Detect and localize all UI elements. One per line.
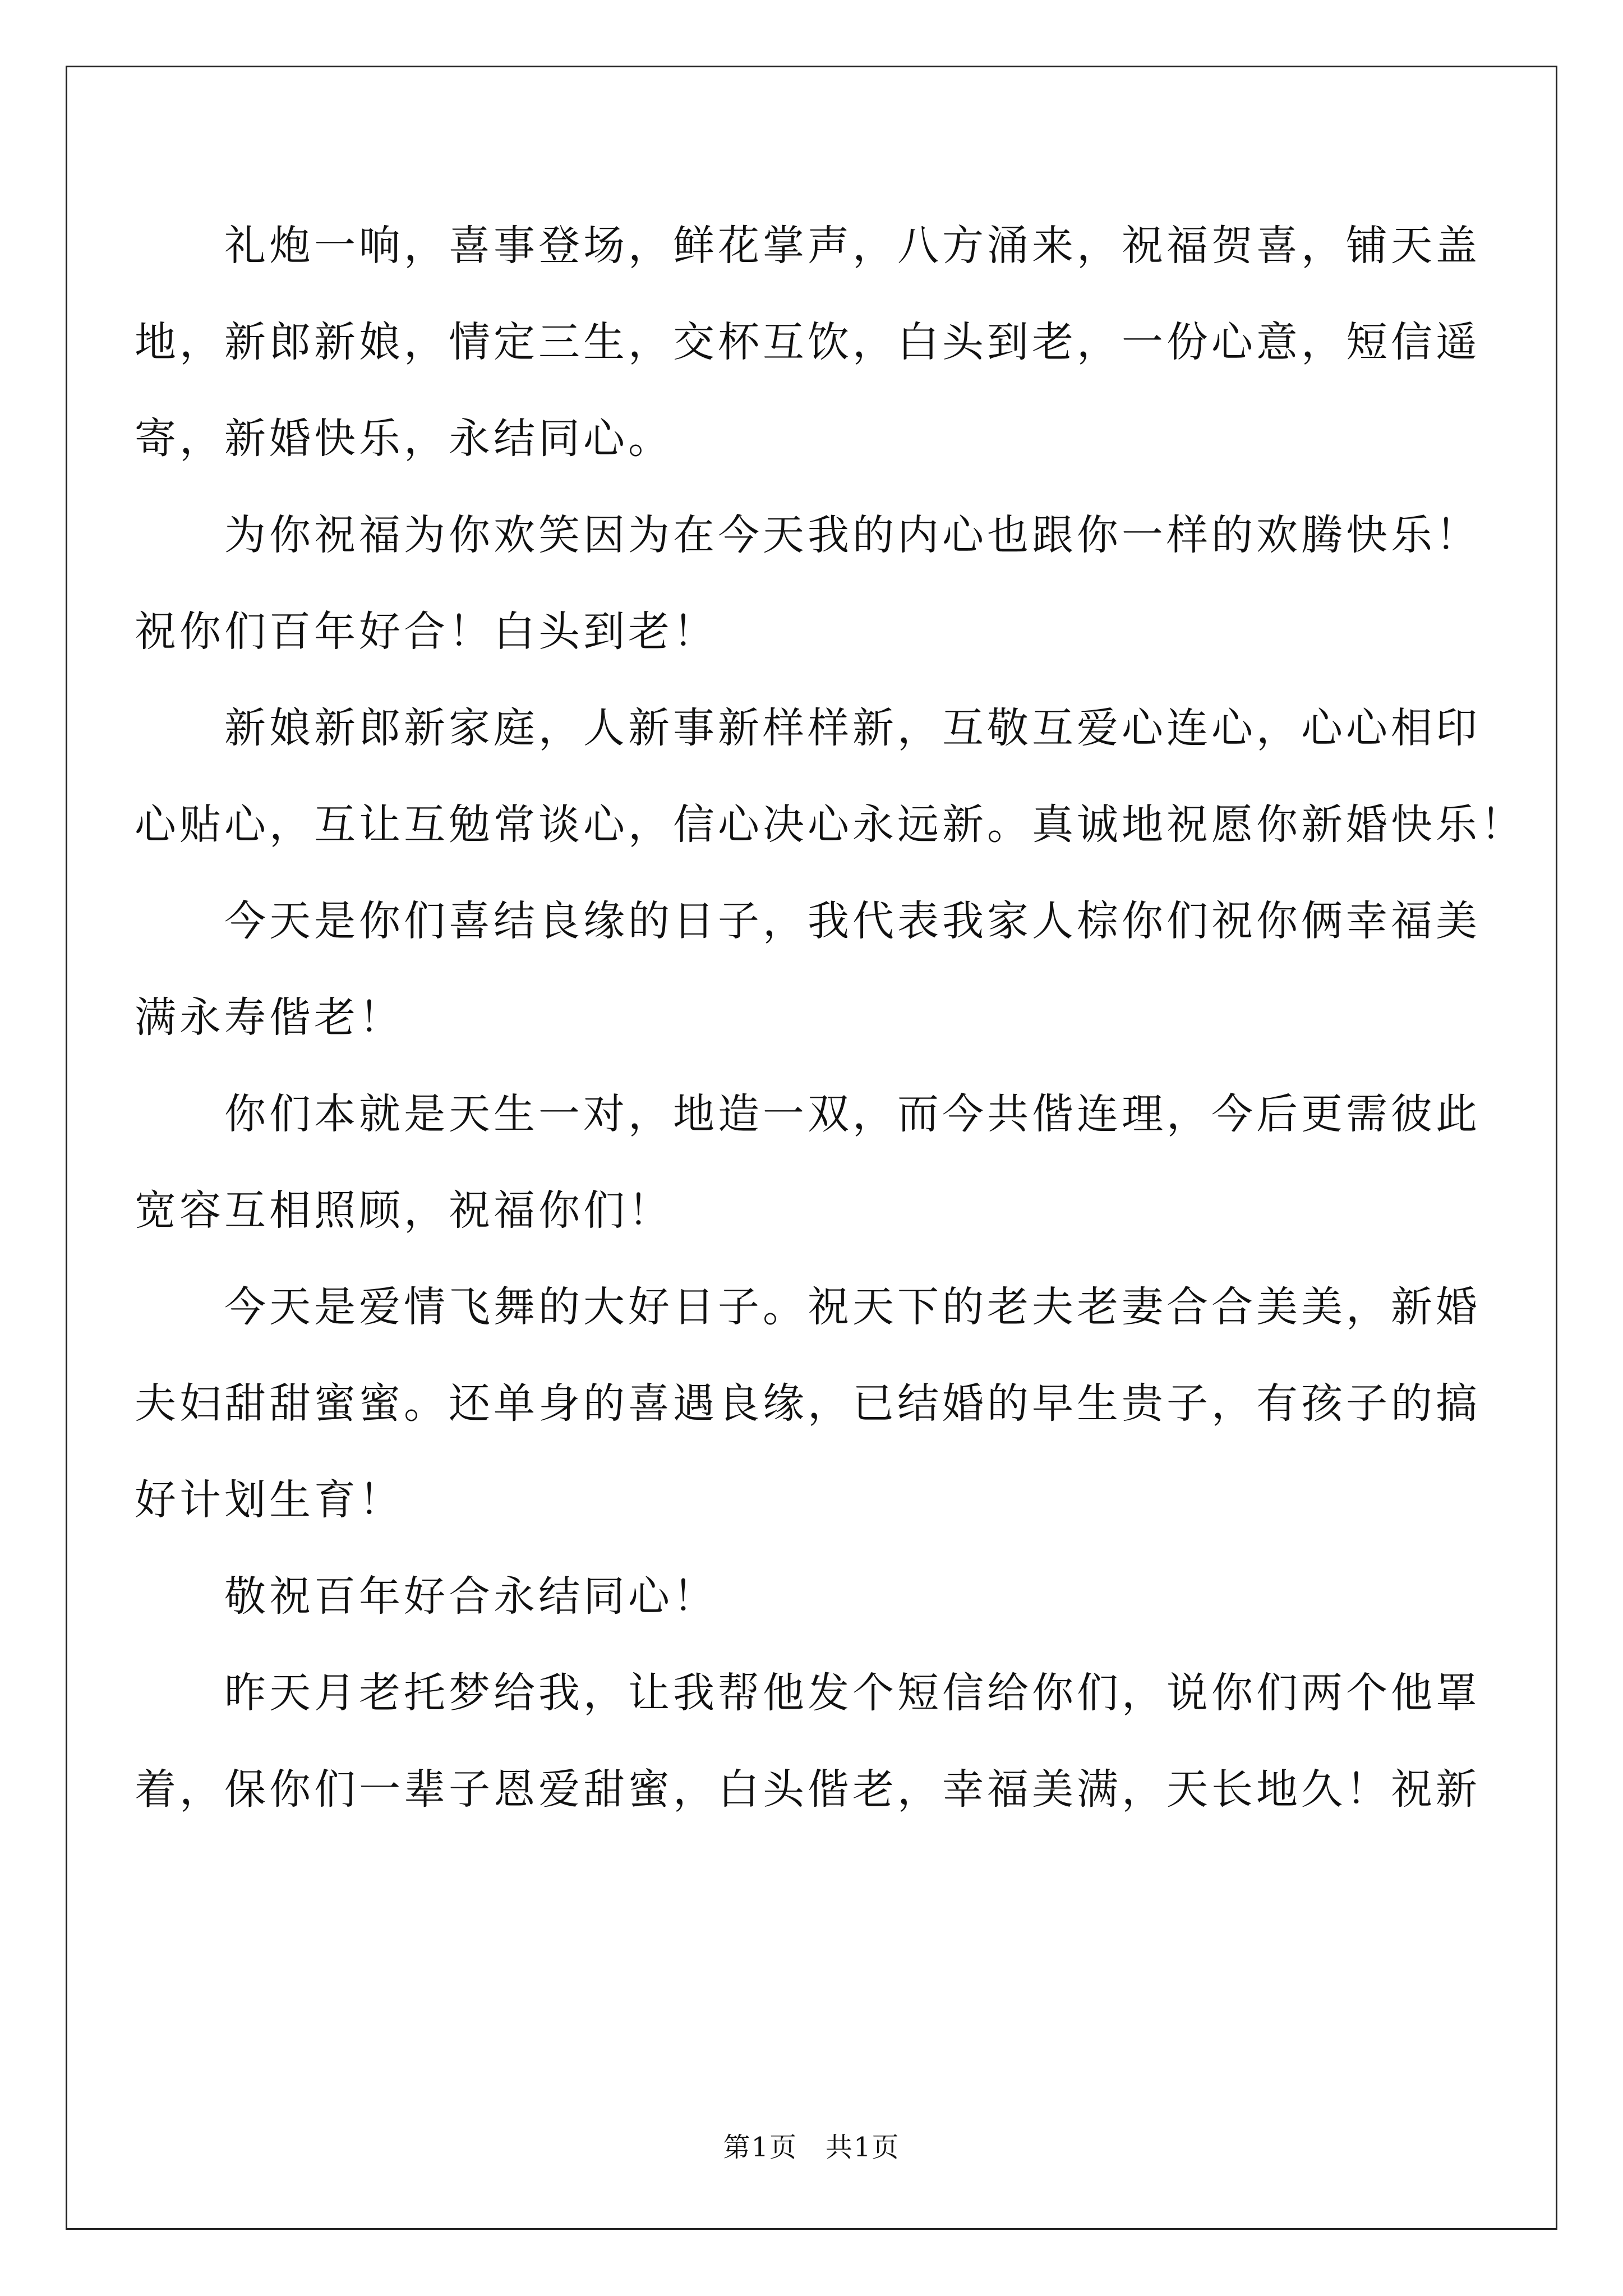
text-line: 心贴心，互让互勉常谈心，信心决心永远新。真诚地祝愿你新婚快乐！ <box>135 800 1525 849</box>
text-line: 着，保你们一辈子恩爱甜蜜，白头偕老，幸福美满，天长地久！祝新 <box>135 1765 1481 1814</box>
text-line: 宽容互相照顾，祝福你们！ <box>135 1186 673 1235</box>
text-line: 今天是爱情飞舞的大好日子。祝天下的老夫老妻合合美美，新婚 <box>135 1283 1481 1331</box>
text-line: 敬祝百年好合永结同心！ <box>135 1572 718 1621</box>
text-line: 礼炮一响，喜事登场，鲜花掌声，八方涌来，祝福贺喜，铺天盖 <box>135 222 1481 270</box>
text-line: 满永寿偕老！ <box>135 993 404 1042</box>
text-line: 为你祝福为你欢笑因为在今天我的内心也跟你一样的欢腾快乐！ <box>135 511 1481 559</box>
text-line: 昨天月老托梦给我，让我帮他发个短信给你们，说你们两个他罩 <box>135 1669 1481 1717</box>
text-line: 今天是你们喜结良缘的日子，我代表我家人棕你们祝你俩幸福美 <box>135 897 1481 945</box>
text-line: 新娘新郎新家庭，人新事新样样新，互敬互爱心连心，心心相印 <box>135 704 1481 752</box>
text-line: 好计划生育！ <box>135 1476 404 1524</box>
text-line: 祝你们百年好合！白头到老！ <box>135 608 718 656</box>
text-line: 地，新郎新娘，情定三生，交杯互饮，白头到老，一份心意，短信遥 <box>135 318 1481 366</box>
text-line: 寄，新婚快乐，永结同心。 <box>135 415 673 463</box>
text-line: 你们本就是天生一对，地造一双，而今共偕连理，今后更需彼此 <box>135 1090 1481 1138</box>
text-line: 夫妇甜甜蜜蜜。还单身的喜遇良缘，已结婚的早生贵子，有孩子的搞 <box>135 1379 1481 1428</box>
page-border <box>66 66 1557 2230</box>
page-footer: 第1页 共1页 <box>723 2132 900 2163</box>
